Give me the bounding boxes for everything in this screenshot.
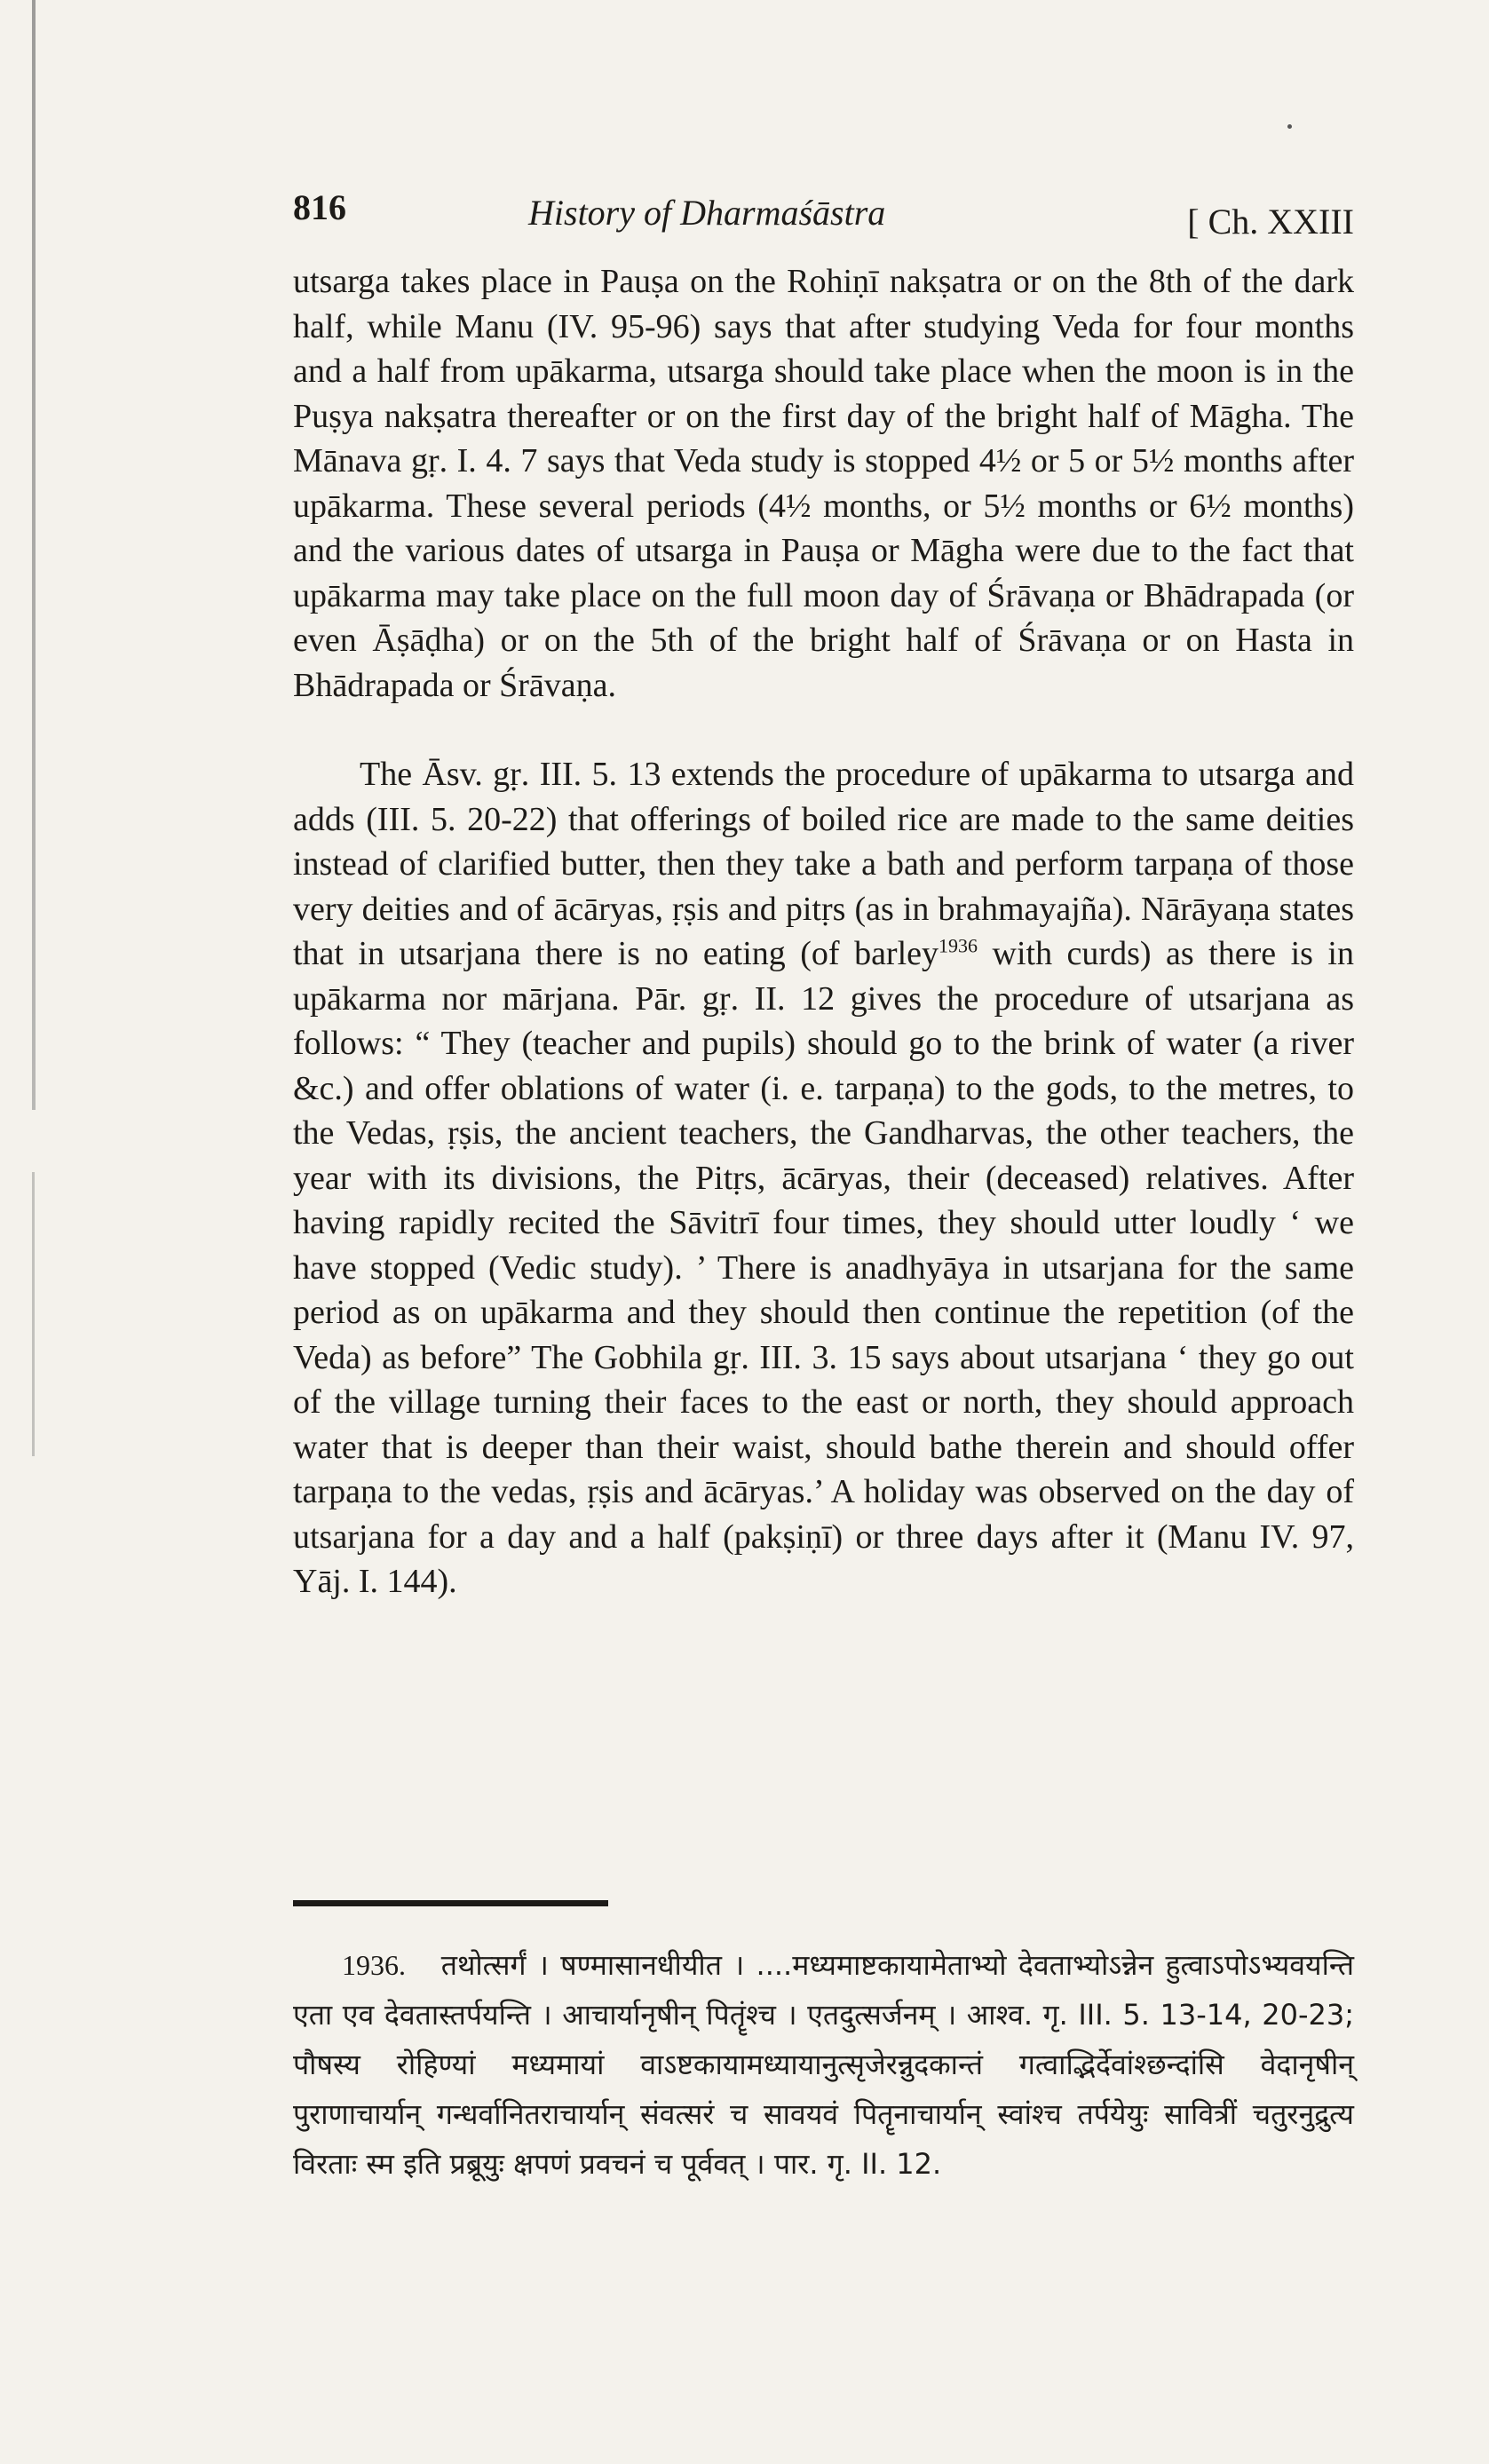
page-header [293, 176, 1354, 242]
main-text [293, 259, 1354, 1604]
scan-edge-lower [32, 1172, 35, 1456]
footnote-number: 1936. [342, 1949, 406, 1981]
scan-edge [32, 0, 36, 1110]
running-title: History of Dharmaśāstra [528, 193, 886, 233]
footnote-text: तथोत्सर्गं । षण्मासानधीयीत । ....मध्यमाष्टकायामेताभ्यो देवताभ्योऽन्नेन हुत्वाऽपोऽभ्यवयन्ति एता एव देवतास्तर्पयन्ति । आचार्यानृषीन् पितॄंश्च । एतदुत्सर्जनम् । आश्व. गृ. III. 5. 13-14, 20-23; पौषस्य रोहिण्यां मध्यमायां वाऽष्टकायामध्यायानुत्सृजेरन्नुदकान्तं गत्वाद्भिर्देवांश्छन्दांसि वेदानृषीन् पुराणाचार्यान् गन्धर्वानितराचार्यान् संवत्सरं च सावयवं पितॄनाचार्यान् स्वांश्च तर्पयेयुः सावित्रीं चतुरनुद्रुत्य विरताः स्म इति प्रब्रूयुः क्षपणं प्रवचनं च पूर्ववत् । पार. गृ. II. 12. [293, 1948, 1354, 2181]
page-number: 816 [293, 187, 346, 227]
footnote-ref: 1936 [939, 934, 978, 957]
footnote-divider [293, 1900, 608, 1906]
footnote [293, 1940, 1354, 2189]
paragraph-2 [293, 752, 1354, 1604]
paragraph-1: utsarga takes place in Pauṣa on the Rohiṇī nakṣatra or on the 8th of the dark half, while Manu (IV. 95-96) says that after studying Veda for four months and a half from upākarma, utsarga should take place when the moon is in the Puṣya nakṣatra thereafter or on the first day of the bright half of Māgha. The Mānava gṛ. I. 4. 7 says that Veda study is stopped 4½ or 5 or 5½ months after upākarma. These several periods (4½ months, or 5½ months or 6½ months) and the various dates of utsarga in Pauṣa or Māgha were due to the fact that upākarma may take place on the full moon day of Śrāvaṇa or Bhādrapada (or even Āṣāḍha) or on the 5th of the bright half of Śrāvaṇa or on Hasta in Bhādrapada or Śrāvaṇa. [293, 263, 1354, 704]
paragraph-2-part-1: The Āsv. gṛ. III. 5. 13 extends the procedure of upākarma to utsarga and adds (III. 5. 20-22) that offerings of boiled rice are made to the same deities instead of clarified butter, then they take a bath and perform tarpaṇa of those very deities and of ācāryas, ṛṣis and pitṛs (as in brahmayajña). Nārāyaṇa states that in utsarjana there is no eating (of barley [293, 756, 1354, 972]
speck [1287, 124, 1292, 129]
paragraph-2-part-2: with curds) as there is in upākarma nor mārjana. Pār. gṛ. II. 12 gives the procedure of utsarjana as follows: “ They (teacher and pupils) should go to the brink of water (a river &c.) and offer oblations of water (i. e. tarpaṇa) to the gods, to the metres, to the Vedas, ṛṣis, the ancient teachers, the Gandharvas, the other teachers, the year with its divisions, the Pitṛs, ācāryas, their (deceased) relatives. After having rapidly recited the Sāvitrī four times, they should utter loudly ‘ we have stopped (Vedic study). ’ There is anadhyāya in utsarjana for the same period as on upākarma and they should then continue the repetition (of the Veda) as before” The Gobhila gṛ. III. 3. 15 says about utsarjana ‘ they go out of the village turning their faces to the east or north, they should approach water that is deeper than their waist, should bathe therein and should offer tarpaṇa to the vedas, ṛṣis and ācāryas.’ A holiday was observed on the day of utsarjana for a day and a half (pakṣiṇī) or three days after it (Manu IV. 97, Yāj. I. 144). [293, 935, 1354, 1600]
chapter-label: [ Ch. XXIII [1187, 202, 1354, 242]
